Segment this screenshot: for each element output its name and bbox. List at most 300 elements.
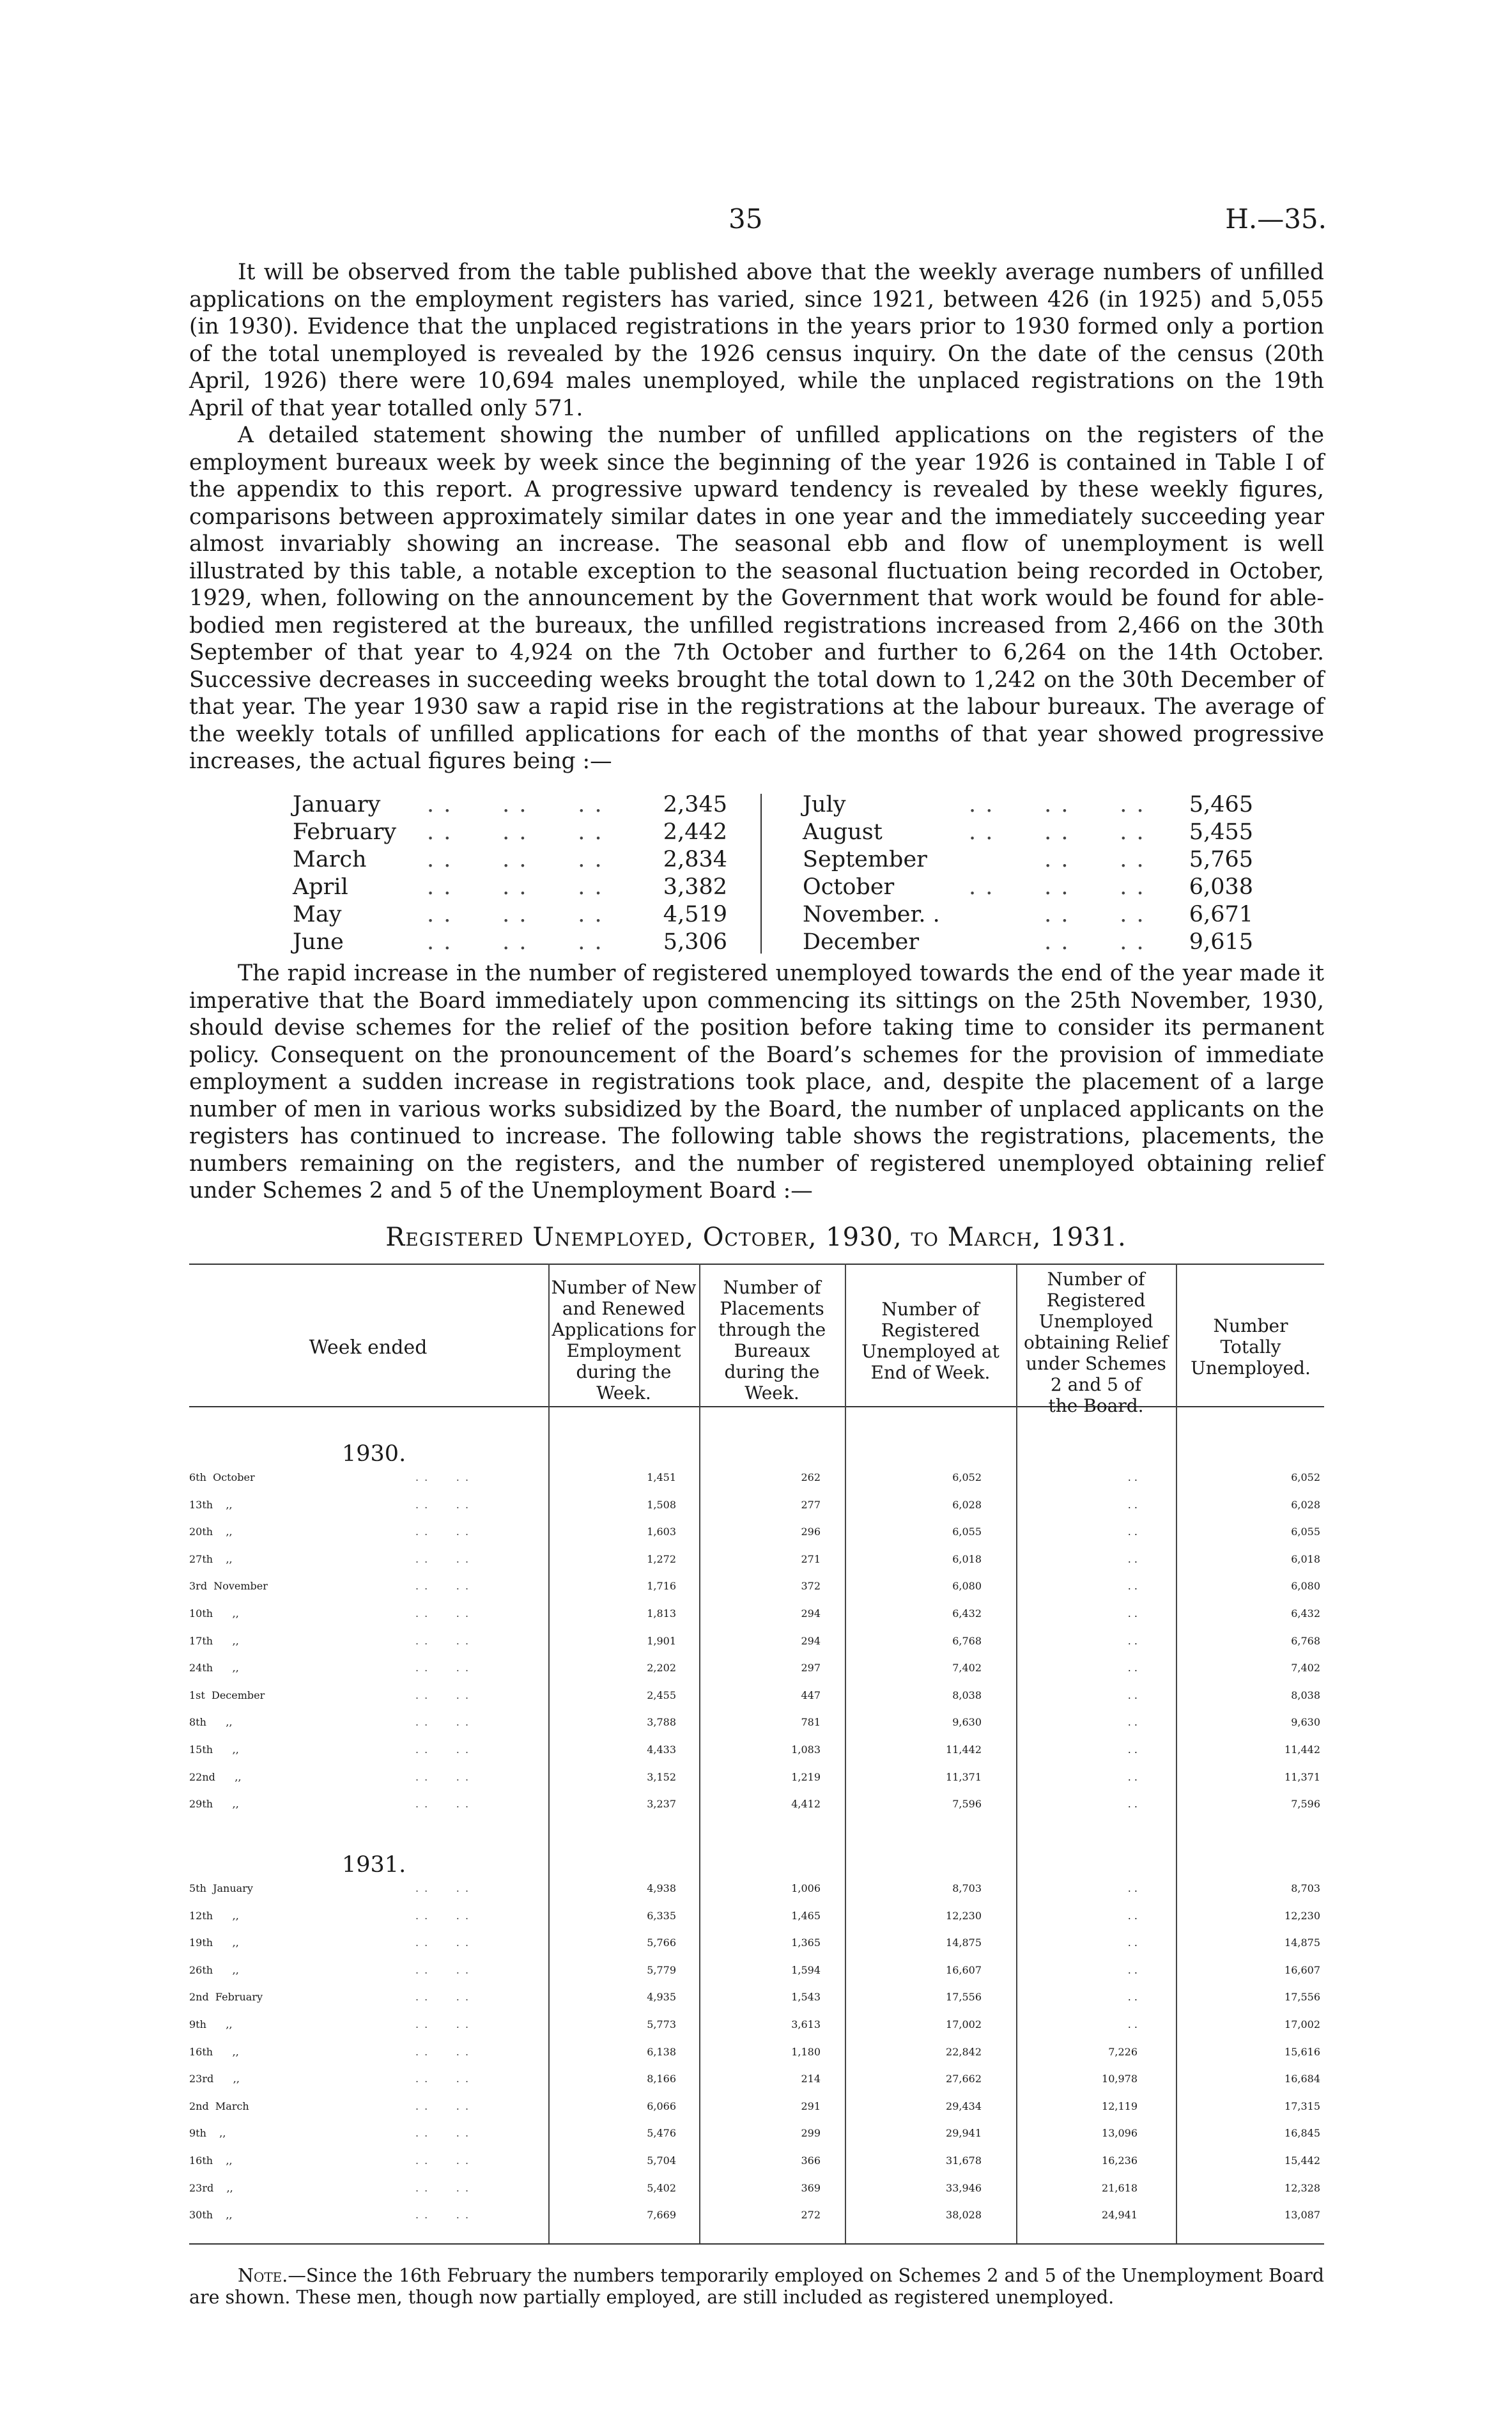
relief-cell: . . <box>1127 1770 1138 1783</box>
relief-cell: . . <box>1127 1716 1138 1729</box>
leader-dots: . . . . <box>415 1471 470 1483</box>
header-line: Applications for <box>552 1319 696 1340</box>
week-cell: 30th ,, <box>189 2209 233 2222</box>
week-cell: 9th ,, <box>189 2127 226 2140</box>
table-row <box>0 1798 1512 1825</box>
week-cell: 22nd ,, <box>189 1770 242 1783</box>
relief-cell: 10,978 <box>1102 2073 1138 2085</box>
leader-dots: . . . . . . <box>427 902 603 927</box>
leader-dots: . . . . <box>415 1991 470 2004</box>
relief-cell: . . <box>1127 2018 1138 2030</box>
total-cell: 6,052 <box>1291 1471 1320 1483</box>
relief-cell: 12,119 <box>1102 2099 1138 2112</box>
month-value: 9,615 <box>1189 929 1253 955</box>
header-line: Number of New <box>551 1277 697 1298</box>
document-code: H.—35. <box>1225 203 1327 235</box>
header-line: Week. <box>744 1382 799 1403</box>
table-top-rule <box>189 1264 1324 1265</box>
leader-dots: . . . . <box>415 2045 470 2058</box>
new-applications-cell: 8,166 <box>647 2073 676 2085</box>
total-cell: 17,002 <box>1284 2018 1320 2030</box>
new-applications-cell: 5,476 <box>647 2127 676 2140</box>
total-cell: 6,028 <box>1291 1498 1320 1511</box>
leader-dots: . . . . <box>415 1689 470 1701</box>
month-name: November. . <box>803 902 940 927</box>
new-applications-cell: 5,773 <box>647 2018 676 2030</box>
header-line: Placements <box>720 1298 824 1319</box>
registered-cell: 38,028 <box>946 2209 982 2222</box>
total-cell: 17,556 <box>1284 1991 1320 2004</box>
week-cell: 20th ,, <box>189 1526 233 1538</box>
year-label: 1930. <box>342 1441 406 1467</box>
paragraph-text: It will be observed from the table published above that the weekly average numbers of unfilled applications on the employment registers has varied, since 1921, between 426 (in 1925) and 5,055 (in 1930). Evidence that the unplaced registrations in the years prior to 1930 formed only a portion of the total unemployed is revealed by the 1926 census inquiry. On the date of the census (20th April, 1926) there were 10,694 males unemployed, while the unplaced registrations on the 19th April of that year totalled only 571. <box>189 259 1324 421</box>
placements-cell: 1,543 <box>791 1991 821 2004</box>
leader-dots: . . . . <box>415 1744 470 1756</box>
table-row <box>0 2046 1512 2073</box>
relief-cell: . . <box>1127 1963 1138 1976</box>
month-name: January <box>293 792 381 817</box>
relief-cell: . . <box>1127 1744 1138 1756</box>
total-cell: 8,038 <box>1291 1689 1320 1701</box>
paragraph-text: The rapid increase in the number of registered unemployed towards the end of the year made it imperative that the Board immediately upon commencing its sittings on the 25th November, 1930, should devise schemes for the relief of the position before taking time to consider its permanent policy. Consequent on the pronouncement of the Board’s schemes for the provision of immediate employment a sudden increase in registrations took place, and, despite the placement of a large number of men in various works subsidized by the Board, the number of unplaced applicants on the registers has continued to increase. The following table shows the registrations, placements, the numbers remaining on the registers, and the number of registered unemployed obtaining relief under Schemes 2 and 5 of the Unemployment Board :— <box>189 961 1324 1203</box>
monthly-figures-left <box>293 791 727 956</box>
table-row <box>0 2073 1512 2099</box>
total-cell: 6,768 <box>1291 1634 1320 1647</box>
leader-dots: . . . . <box>415 1634 470 1647</box>
month-value: 5,455 <box>1189 819 1253 845</box>
relief-cell: 13,096 <box>1102 2127 1138 2140</box>
table-row <box>0 1689 1512 1716</box>
new-applications-cell: 2,455 <box>647 1689 676 1701</box>
new-applications-cell: 1,272 <box>647 1552 676 1565</box>
placements-cell: 277 <box>801 1498 821 1511</box>
total-cell: 6,432 <box>1291 1607 1320 1620</box>
week-cell: 26th ,, <box>189 1963 239 1976</box>
header-line: through the <box>718 1319 826 1340</box>
table-row <box>0 1964 1512 1991</box>
registered-cell: 29,941 <box>946 2127 982 2140</box>
monthly-figures-right <box>803 791 1253 956</box>
new-applications-cell: 4,433 <box>647 1744 676 1756</box>
registered-cell: 7,402 <box>952 1662 982 1674</box>
note-label: Note. <box>238 2265 288 2286</box>
leader-dots: . . . . . . <box>969 792 1145 817</box>
placements-cell: 299 <box>801 2127 821 2140</box>
leader-dots: . . . . <box>969 902 1145 927</box>
table-row <box>0 1635 1512 1662</box>
total-cell: 16,845 <box>1284 2127 1320 2140</box>
registered-cell: 27,662 <box>946 2073 982 2085</box>
page-number: 35 <box>729 203 763 235</box>
total-cell: 17,315 <box>1284 2099 1320 2112</box>
table-row <box>0 1526 1512 1552</box>
week-cell: 8th ,, <box>189 1716 233 1729</box>
leader-dots: . . . . <box>969 929 1145 955</box>
leader-dots: . . . . <box>415 1580 470 1593</box>
header-line: Number of <box>723 1277 821 1298</box>
placements-cell: 366 <box>801 2154 821 2167</box>
table-row <box>0 1716 1512 1743</box>
registered-cell: 7,596 <box>952 1798 982 1811</box>
registered-cell: 14,875 <box>946 1937 982 1949</box>
placements-cell: 1,365 <box>791 1937 821 1949</box>
new-applications-cell: 6,066 <box>647 2099 676 2112</box>
header-line: Week. <box>596 1382 651 1403</box>
total-cell: 11,442 <box>1284 1744 1320 1756</box>
total-cell: 7,402 <box>1291 1662 1320 1674</box>
month-row <box>293 874 727 901</box>
placements-cell: 297 <box>801 1662 821 1674</box>
relief-cell: . . <box>1127 1498 1138 1511</box>
total-cell: 6,055 <box>1291 1526 1320 1538</box>
placements-cell: 294 <box>801 1607 821 1620</box>
table-row <box>0 1937 1512 1963</box>
relief-cell: . . <box>1127 1909 1138 1922</box>
new-applications-cell: 1,813 <box>647 1607 676 1620</box>
relief-cell: 24,941 <box>1102 2209 1138 2222</box>
placements-cell: 3,613 <box>791 2018 821 2030</box>
month-value: 4,519 <box>663 902 727 927</box>
month-row <box>293 846 727 874</box>
relief-cell: . . <box>1127 1798 1138 1811</box>
week-cell: 23rd ,, <box>189 2181 233 2194</box>
leader-dots: . . . . <box>415 2127 470 2140</box>
table-row <box>0 1882 1512 1909</box>
placements-cell: 372 <box>801 1580 821 1593</box>
registered-cell: 6,018 <box>952 1552 982 1565</box>
header-line: Totally <box>1220 1336 1281 1357</box>
total-cell: 6,080 <box>1291 1580 1320 1593</box>
placements-cell: 296 <box>801 1526 821 1538</box>
table-row <box>0 1499 1512 1526</box>
leader-dots: . . . . <box>415 1909 470 1922</box>
week-cell: 17th ,, <box>189 1634 239 1647</box>
leader-dots: . . . . <box>415 2209 470 2222</box>
registered-cell: 17,556 <box>946 1991 982 2004</box>
relief-cell: 21,618 <box>1102 2181 1138 2194</box>
paragraph-text: A detailed statement showing the number of unfilled applications on the registers of the employment bureaux week by week since the beginning of the year 1926 is contained in Table I of the appendix to this report. A progressive upward tendency is revealed by these weekly figures, comparisons between approximately similar dates in one year and the immediately succeeding year almost invariably showing an increase. The seasonal ebb and flow of unemployment is well illustrated by this table, a notable exception to the seasonal fluctuation being recorded in October, 1929, when, following on the announcement by the Government that work would be found for able-bodied men registered at the bureaux, the unfilled registrations increased from 2,466 on the 30th September of that year to 4,924 on the 7th October and further to 6,264 on the 14th October. Successive decreases in succeeding weeks brought the total down to 1,242 on the 30th December of that year. The year 1930 saw a rapid rise in the registrations at the labour bureaux. The average of the weekly totals of unfilled applications for each of the months of that year showed progressive increases, the actual figures being :— <box>189 422 1324 774</box>
month-value: 2,834 <box>663 847 727 872</box>
month-value: 6,038 <box>1189 874 1253 900</box>
leader-dots: . . . . . . <box>427 792 603 817</box>
column-header-week: Week ended <box>309 1336 428 1359</box>
month-name: June <box>293 929 344 955</box>
registered-cell: 8,038 <box>952 1689 982 1701</box>
table-bottom-rule <box>189 2243 1324 2245</box>
week-cell: 19th ,, <box>189 1937 239 1949</box>
registered-cell: 33,946 <box>946 2181 982 2194</box>
week-cell: 6th October <box>189 1471 255 1483</box>
new-applications-cell: 6,335 <box>647 1909 676 1922</box>
table-row <box>0 1662 1512 1689</box>
table-note <box>189 2265 1324 2308</box>
week-cell: 2nd March <box>189 2099 249 2112</box>
month-row <box>803 819 1253 846</box>
column-divider <box>760 794 762 954</box>
leader-dots: . . . . <box>415 1716 470 1729</box>
month-row <box>803 874 1253 901</box>
note-text: —Since the 16th February the numbers temporarily employed on Schemes 2 and 5 of the Unemployment Board are shown. These men, though now partially employed, are still included as registered unemployed. <box>189 2265 1324 2308</box>
placements-cell: 1,465 <box>791 1909 821 1922</box>
new-applications-cell: 3,788 <box>647 1716 676 1729</box>
week-cell: 1st December <box>189 1689 265 1701</box>
total-cell: 15,616 <box>1284 2045 1320 2058</box>
week-cell: 27th ,, <box>189 1552 233 1565</box>
header-line: Registered <box>881 1320 980 1341</box>
header-line: Unemployed <box>1038 1311 1153 1332</box>
registered-cell: 11,442 <box>946 1744 982 1756</box>
registered-cell: 11,371 <box>946 1770 982 1783</box>
header-line: Unemployed at <box>861 1341 999 1362</box>
leader-dots: . . . . . . <box>427 819 603 845</box>
leader-dots: . . . . . . <box>427 929 603 955</box>
relief-cell: . . <box>1127 1882 1138 1894</box>
table-row <box>0 1553 1512 1580</box>
table-row <box>0 1580 1512 1607</box>
total-cell: 14,875 <box>1284 1937 1320 1949</box>
paragraph-2 <box>189 422 1324 775</box>
new-applications-cell: 1,451 <box>647 1471 676 1483</box>
column-header-placements <box>700 1277 844 1403</box>
total-cell: 15,442 <box>1284 2154 1320 2167</box>
leader-dots: . . . . . . <box>969 819 1145 845</box>
new-applications-cell: 1,901 <box>647 1634 676 1647</box>
month-name: October <box>803 874 895 900</box>
month-name: December <box>803 929 920 955</box>
registered-cell: 8,703 <box>952 1882 982 1894</box>
new-applications-cell: 5,779 <box>647 1963 676 1976</box>
placements-cell: 271 <box>801 1552 821 1565</box>
placements-cell: 272 <box>801 2209 821 2222</box>
registered-cell: 6,028 <box>952 1498 982 1511</box>
registered-cell: 6,055 <box>952 1526 982 1538</box>
placements-cell: 1,006 <box>791 1882 821 1894</box>
week-cell: 9th ,, <box>189 2018 233 2030</box>
total-cell: 11,371 <box>1284 1770 1320 1783</box>
placements-cell: 1,219 <box>791 1770 821 1783</box>
table-row <box>0 1744 1512 1770</box>
month-row <box>803 929 1253 956</box>
week-cell: 16th ,, <box>189 2154 233 2167</box>
leader-dots: . . . . <box>415 1770 470 1783</box>
month-name: August <box>803 819 883 845</box>
week-cell: 23rd ,, <box>189 2073 240 2085</box>
leader-dots: . . . . . . <box>427 847 603 872</box>
month-row <box>293 929 727 956</box>
header-line: during the <box>576 1361 672 1382</box>
paragraph-1 <box>189 259 1324 422</box>
relief-cell: . . <box>1127 1662 1138 1674</box>
leader-dots: . . . . <box>415 2181 470 2194</box>
leader-dots: . . . . <box>415 1607 470 1620</box>
week-cell: 2nd February <box>189 1991 263 2004</box>
header-line: Number of <box>881 1299 980 1320</box>
new-applications-cell: 3,237 <box>647 1798 676 1811</box>
month-value: 6,671 <box>1189 902 1253 927</box>
table-row <box>0 1991 1512 2018</box>
relief-cell: 16,236 <box>1102 2154 1138 2167</box>
leader-dots: . . . . <box>415 2073 470 2085</box>
relief-cell: 7,226 <box>1108 2045 1138 2058</box>
placements-cell: 369 <box>801 2181 821 2194</box>
month-name: April <box>293 874 348 900</box>
new-applications-cell: 5,402 <box>647 2181 676 2194</box>
week-cell: 29th ,, <box>189 1798 239 1811</box>
week-cell: 12th ,, <box>189 1909 239 1922</box>
placements-cell: 1,594 <box>791 1963 821 1976</box>
new-applications-cell: 1,508 <box>647 1498 676 1511</box>
new-applications-cell: 5,704 <box>647 2154 676 2167</box>
registered-cell: 16,607 <box>946 1963 982 1976</box>
table-row <box>0 2100 1512 2127</box>
relief-cell: . . <box>1127 1634 1138 1647</box>
registered-cell: 6,080 <box>952 1580 982 1593</box>
placements-cell: 4,412 <box>791 1798 821 1811</box>
table-row <box>0 2182 1512 2209</box>
registered-cell: 6,432 <box>952 1607 982 1620</box>
table-title: Registered Unemployed, October, 1930, to March, 1931. <box>385 1223 1127 1252</box>
month-value: 2,442 <box>663 819 727 845</box>
header-line: during the <box>724 1361 820 1382</box>
registered-cell: 6,768 <box>952 1634 982 1647</box>
relief-cell: . . <box>1127 1607 1138 1620</box>
leader-dots: . . . . <box>415 1937 470 1949</box>
leader-dots: . . . . <box>415 2099 470 2112</box>
week-cell: 24th ,, <box>189 1662 239 1674</box>
month-value: 5,306 <box>663 929 727 955</box>
leader-dots: . . . . <box>415 1882 470 1894</box>
header-line: Registered <box>1046 1290 1146 1311</box>
header-line: Employment <box>566 1340 681 1361</box>
header-line: Number of <box>1047 1269 1145 1290</box>
month-row <box>293 819 727 846</box>
week-cell: 13th ,, <box>189 1498 233 1511</box>
week-cell: 16th ,, <box>189 2045 239 2058</box>
registered-cell: 29,434 <box>946 2099 982 2112</box>
relief-cell: . . <box>1127 1937 1138 1949</box>
table-row <box>0 1607 1512 1634</box>
month-row <box>803 791 1253 819</box>
total-cell: 7,596 <box>1291 1798 1320 1811</box>
month-row <box>803 901 1253 929</box>
header-line: 2 and 5 of <box>1050 1374 1142 1395</box>
leader-dots: . . . . <box>415 1798 470 1811</box>
header-line: and Renewed <box>562 1298 686 1319</box>
leader-dots: . . . . <box>415 1552 470 1565</box>
table-row <box>0 2209 1512 2236</box>
new-applications-cell: 1,716 <box>647 1580 676 1593</box>
month-value: 3,382 <box>663 874 727 900</box>
week-cell: 10th ,, <box>189 1607 239 1620</box>
new-applications-cell: 2,202 <box>647 1662 676 1674</box>
total-cell: 9,630 <box>1291 1716 1320 1729</box>
month-row <box>293 901 727 929</box>
header-line: Number <box>1213 1315 1288 1336</box>
placements-cell: 1,180 <box>791 2045 821 2058</box>
relief-cell: . . <box>1127 1552 1138 1565</box>
week-cell: 15th ,, <box>189 1744 239 1756</box>
column-header-new <box>550 1277 698 1403</box>
registered-cell: 31,678 <box>946 2154 982 2167</box>
total-cell: 6,018 <box>1291 1552 1320 1565</box>
new-applications-cell: 1,603 <box>647 1526 676 1538</box>
leader-dots: . . . . <box>415 2154 470 2167</box>
month-value: 5,465 <box>1189 792 1253 817</box>
leader-dots: . . . . . . <box>427 874 603 900</box>
header-line: the Board. <box>1048 1395 1144 1416</box>
month-name: July <box>803 792 846 817</box>
header-line: under Schemes <box>1026 1353 1166 1374</box>
leader-dots: . . . . <box>415 1526 470 1538</box>
registered-cell: 22,842 <box>946 2045 982 2058</box>
total-cell: 13,087 <box>1284 2209 1320 2222</box>
month-name: September <box>803 847 927 872</box>
placements-cell: 291 <box>801 2099 821 2112</box>
paragraph-3 <box>189 960 1324 1205</box>
column-header-relief <box>1017 1269 1175 1416</box>
total-cell: 16,607 <box>1284 1963 1320 1976</box>
placements-cell: 294 <box>801 1634 821 1647</box>
new-applications-cell: 3,152 <box>647 1770 676 1783</box>
header-line: obtaining Relief <box>1023 1332 1169 1353</box>
leader-dots: . . . . <box>969 847 1145 872</box>
column-header-registered <box>846 1299 1015 1383</box>
month-name: March <box>293 847 367 872</box>
column-header-total <box>1177 1315 1324 1379</box>
table-row <box>0 2018 1512 2045</box>
relief-cell: . . <box>1127 1471 1138 1483</box>
header-line: Unemployed. <box>1191 1357 1311 1379</box>
relief-cell: . . <box>1127 1689 1138 1701</box>
header-line: End of Week. <box>870 1362 991 1383</box>
table-row <box>0 1471 1512 1498</box>
new-applications-cell: 7,669 <box>647 2209 676 2222</box>
month-row <box>293 791 727 819</box>
placements-cell: 262 <box>801 1471 821 1483</box>
relief-cell: . . <box>1127 1580 1138 1593</box>
leader-dots: . . . . <box>415 1662 470 1674</box>
new-applications-cell: 5,766 <box>647 1937 676 1949</box>
placements-cell: 447 <box>801 1689 821 1701</box>
new-applications-cell: 4,938 <box>647 1882 676 1894</box>
total-cell: 12,230 <box>1284 1909 1320 1922</box>
total-cell: 16,684 <box>1284 2073 1320 2085</box>
month-value: 2,345 <box>663 792 727 817</box>
leader-dots: . . . . . . <box>969 874 1145 900</box>
placements-cell: 1,083 <box>791 1744 821 1756</box>
placements-cell: 781 <box>801 1716 821 1729</box>
month-value: 5,765 <box>1189 847 1253 872</box>
total-cell: 12,328 <box>1284 2181 1320 2194</box>
registered-cell: 9,630 <box>952 1716 982 1729</box>
year-label: 1931. <box>342 1852 406 1878</box>
leader-dots: . . . . <box>415 1963 470 1976</box>
new-applications-cell: 6,138 <box>647 2045 676 2058</box>
placements-cell: 214 <box>801 2073 821 2085</box>
registered-cell: 17,002 <box>946 2018 982 2030</box>
table-row <box>0 1910 1512 1937</box>
table-row <box>0 2154 1512 2181</box>
registered-cell: 12,230 <box>946 1909 982 1922</box>
relief-cell: . . <box>1127 1526 1138 1538</box>
table-row <box>0 2127 1512 2154</box>
total-cell: 8,703 <box>1291 1882 1320 1894</box>
relief-cell: . . <box>1127 1991 1138 2004</box>
leader-dots: . . . . <box>415 2018 470 2030</box>
table-row <box>0 1771 1512 1798</box>
leader-dots: . . . . <box>415 1498 470 1511</box>
registered-cell: 6,052 <box>952 1471 982 1483</box>
